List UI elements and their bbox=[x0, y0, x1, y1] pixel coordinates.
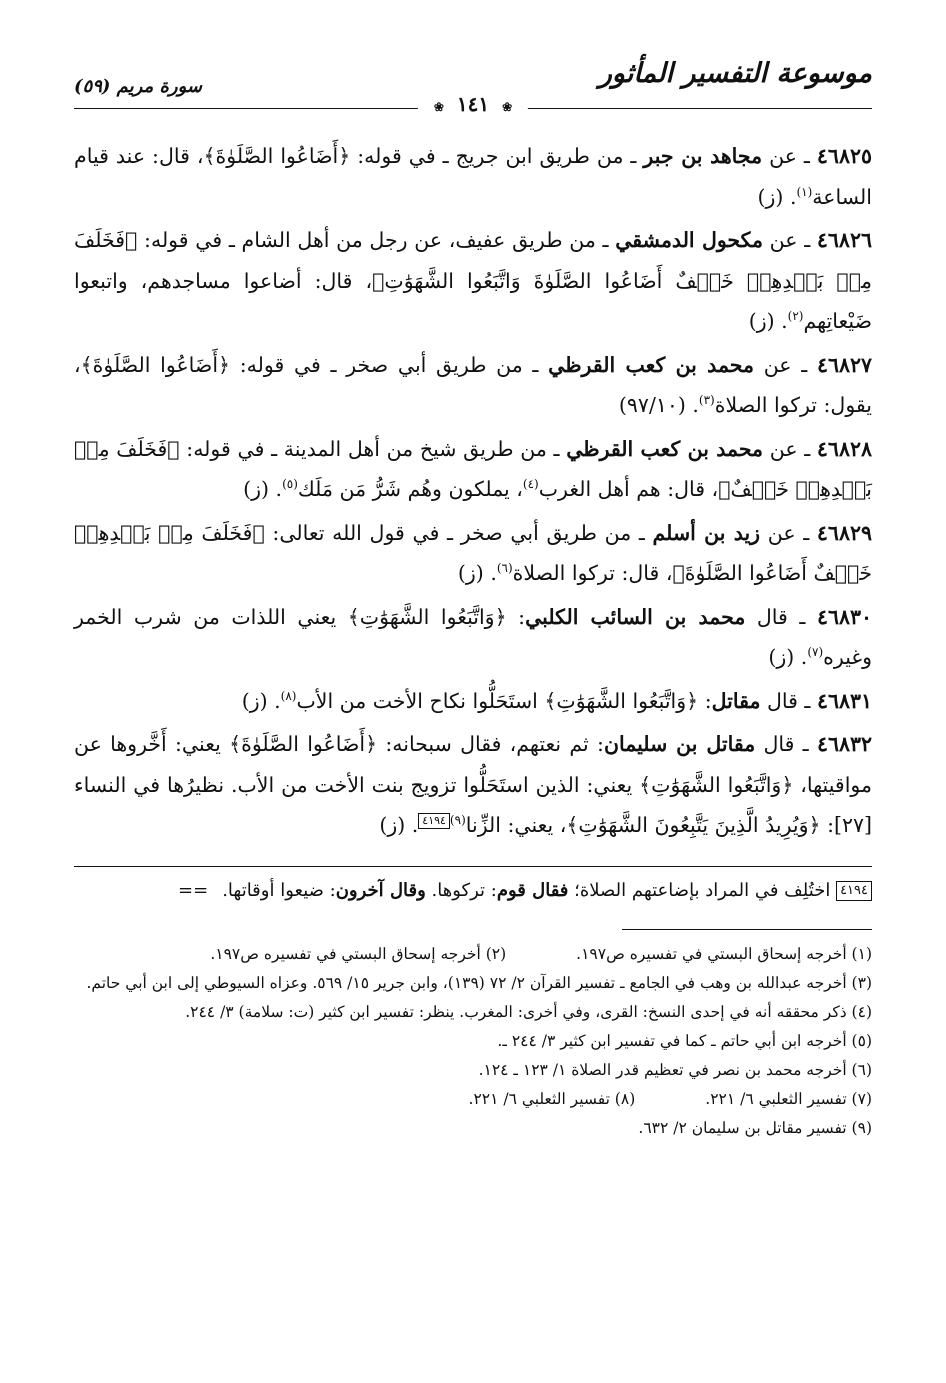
narrations-list bbox=[74, 136, 872, 846]
narration-text: يعني اللذات من شرب الخمر وغيره bbox=[74, 604, 872, 669]
quran-quote: ﴿فَخَلَفَ مِنۢ بَعۡدِهِمۡ خَلۡفٌ أَضَاعُوا الصَّلَوٰةَ﴾ bbox=[74, 520, 872, 585]
ornament-icon: ❀ bbox=[433, 100, 444, 114]
footnote-marker: (١) bbox=[796, 184, 813, 199]
narration-text: استَحَلُّوا نكاح الأخت من الأب bbox=[296, 688, 545, 713]
narration-text: . (٩٧/١٠) bbox=[618, 393, 699, 417]
surah-reference: سورة مريم (٥٩) bbox=[74, 76, 202, 97]
commentary-group-1: فقال قوم bbox=[496, 879, 569, 901]
narration-number: ٤٦٨٣٢ bbox=[816, 732, 873, 756]
narration-entry bbox=[74, 724, 872, 846]
footnote-item: (١) أخرجه إسحاق البستي في تفسيره ص١٩٧. bbox=[576, 944, 872, 963]
commentary-box-ref: ٤١٩٤ bbox=[418, 813, 450, 829]
footnote-marker: (٣) bbox=[698, 393, 715, 408]
footnote-marker: (٥) bbox=[282, 477, 298, 492]
page bbox=[74, 58, 872, 1143]
narration-text: . (ز) bbox=[243, 477, 283, 501]
footnotes-list bbox=[74, 940, 872, 1143]
narration-text: ـ قال bbox=[745, 604, 817, 629]
narration-number: ٤٦٨٢٨ bbox=[816, 436, 872, 461]
narration-entry bbox=[74, 597, 872, 678]
narration-text: : bbox=[506, 604, 526, 629]
ornament-icon: ❀ bbox=[502, 100, 513, 114]
commentary-box-number: ٤١٩٤ bbox=[836, 881, 872, 901]
narration-text: ـ عن bbox=[760, 520, 817, 545]
narration-text: ، يقول: تركوا الصلاة bbox=[74, 352, 872, 417]
narration-text: . (ز) bbox=[768, 645, 808, 669]
narration-text: يعني: أَخَّروها عن مواقيتها، bbox=[74, 732, 872, 797]
narration-text: ـ عن bbox=[762, 228, 817, 252]
narration-entry bbox=[74, 513, 872, 594]
narration-text: . (ز) bbox=[457, 561, 497, 585]
footnote: (٩) تفسير مقاتل بن سليمان ٢/ ٦٣٢. bbox=[638, 1118, 872, 1137]
footnote-item: (٨) تفسير الثعلبي ٦/ ٢٢١. bbox=[468, 1089, 636, 1108]
narration-number: ٤٦٨٢٧ bbox=[816, 352, 872, 377]
narration-text: ـ عن bbox=[763, 436, 817, 461]
quran-quote: ﴿وَاتَّبَعُوا الشَّهَوَٰتِ﴾ bbox=[544, 688, 699, 713]
footnote-item: (٧) تفسير الثعلبي ٦/ ٢٢١. bbox=[705, 1089, 872, 1108]
footnote bbox=[74, 1085, 872, 1114]
narration-text: ـ من طريق أبي صخر ـ في قول الله تعالى: bbox=[264, 520, 653, 545]
page-header bbox=[74, 58, 872, 116]
narration-text: ـ من طريق ابن جريج ـ في قوله: bbox=[350, 144, 644, 168]
narrator-name: محمد بن كعب القرظي bbox=[548, 352, 755, 377]
narration-number: ٤٦٨٢٥ bbox=[816, 144, 872, 168]
narration-text: ، يملكون وهُم شَرُّ مَن مَلَك bbox=[297, 477, 523, 501]
narrator-name: مقاتل بن سليمان bbox=[603, 732, 756, 756]
commentary-text-1: : تركوها. bbox=[425, 879, 497, 901]
narration-text: ـ قال bbox=[760, 688, 817, 713]
footnotes-rule bbox=[622, 929, 872, 930]
footnote: (٣) أخرجه عبدالله بن وهب في الجامع ـ تفسير القرآن ٢/ ٧٢ (١٣٩)، وابن جرير ١٥/ ٥٦٩. وعزاه السيوطي إلى ابن أبي حاتم. bbox=[86, 973, 872, 992]
commentary-text-2: : ضيعوا أوقاتها. bbox=[222, 879, 336, 901]
narration-text: ، قال: عند قيام الساعة bbox=[74, 144, 872, 209]
footnote-marker: (٨) bbox=[280, 688, 297, 703]
footnote-marker: (٤) bbox=[522, 477, 539, 492]
quran-quote: ﴿أَضَاعُوا الصَّلَوٰةَ﴾ bbox=[80, 352, 231, 377]
narration-text: ـ عن bbox=[754, 352, 817, 377]
narration-text: ـ من طريق شيخ من أهل المدينة ـ في قوله: bbox=[179, 436, 567, 461]
narration-number: ٤٦٨٣٠ bbox=[816, 604, 872, 629]
footnote: (٥) أخرجه ابن أبي حاتم ـ كما في تفسير ابن كثير ٣/ ٢٤٤ ـ. bbox=[497, 1031, 872, 1050]
narration-entry bbox=[74, 220, 872, 342]
narrator-name: مكحول الدمشقي bbox=[615, 228, 763, 252]
footnote: (٦) أخرجه محمد بن نصر في تعظيم قدر الصلاة ١/ ١٢٣ ـ ١٢٤. bbox=[478, 1060, 872, 1079]
narrator-name: محمد بن السائب الكلبي bbox=[525, 604, 746, 629]
narration-text: : bbox=[698, 688, 712, 713]
narration-entry bbox=[74, 429, 872, 510]
narrator-name: محمد بن كعب القرظي bbox=[566, 436, 764, 461]
narration-number: ٤٦٨٢٦ bbox=[816, 228, 872, 252]
quran-quote: ﴿فَخَلَفَ مِنۢ بَعۡدِهِمۡ خَلۡفٌ أَضَاعُوا الصَّلَوٰةَ وَاتَّبَعُوا الشَّهَوَٰتِ﴾ bbox=[74, 228, 873, 293]
footnote bbox=[74, 940, 872, 969]
narrator-name: مقاتل bbox=[711, 688, 761, 713]
commentary-group-2: وقال آخرون bbox=[335, 879, 426, 901]
footnote-marker: (٧) bbox=[807, 645, 824, 660]
narration-text: ، قال: هم أهل الغرب bbox=[538, 477, 719, 501]
footnote: (٤) ذكر محققه أنه في إحدى النسخ: القرى، وفي أخرى: المغرب. ينظر: تفسير ابن كثير (ت: سلامة) ٣/ ٢٤٤. bbox=[185, 1002, 872, 1021]
footnote-item: (٢) أخرجه إسحاق البستي في تفسيره ص١٩٧. bbox=[210, 944, 507, 963]
quran-quote: ﴿وَاتَّبَعُوا الشَّهَوَٰتِ﴾ bbox=[347, 604, 507, 629]
narration-text: . (ز) bbox=[241, 688, 281, 713]
narration-text: : ثم نعتهم، فقال سبحانه: bbox=[377, 732, 604, 756]
narration-number: ٤٦٨٢٩ bbox=[816, 520, 872, 545]
narration-text: . (ز) bbox=[748, 309, 788, 333]
narration-text: ـ من طريق أبي صخر ـ في قوله: bbox=[230, 352, 549, 377]
narration-text: ، قال: تركوا الصلاة bbox=[512, 561, 673, 585]
narration-text: ، قال: أضاعوا مساجدهم، واتبعوا ضَيْعاتِهم bbox=[74, 268, 872, 333]
narration-text: ـ من طريق عفيف، عن رجل من أهل الشام ـ في قوله: bbox=[137, 228, 616, 252]
narrator-name: مجاهد بن جبر bbox=[643, 144, 763, 168]
narrator-name: زيد بن أسلم bbox=[652, 520, 761, 545]
quran-quote: ﴿أَضَاعُوا الصَّلَوٰةَ﴾ bbox=[203, 144, 351, 168]
narration-text: ـ عن bbox=[762, 144, 817, 168]
narration-text: ، يعني: الزِّنا bbox=[465, 813, 567, 837]
narration-text: ـ قال bbox=[755, 732, 817, 756]
quran-quote: ﴿وَاتَّبَعُوا الشَّهَوَٰتِ﴾ bbox=[639, 772, 794, 797]
page-number: ١٤١ bbox=[456, 92, 490, 116]
quran-quote: ﴿وَيُرِيدُ الَّذِينَ يَتَّبِعُونَ الشَّهَوَٰتِ﴾ bbox=[566, 813, 821, 837]
quran-quote: ﴿أَضَاعُوا الصَّلَوٰةَ﴾ bbox=[229, 732, 378, 756]
footnote-marker: (٦) bbox=[496, 561, 513, 576]
narration-text: . (ز) bbox=[757, 184, 797, 209]
narration-entry bbox=[74, 681, 872, 722]
footnote-marker: (٩) bbox=[449, 813, 466, 828]
continuation-mark: == bbox=[178, 879, 209, 901]
book-title: موسوعة التفسير المأثور bbox=[598, 58, 872, 89]
narration-entry bbox=[74, 345, 872, 426]
footnote-marker: (٢) bbox=[787, 309, 804, 324]
page-number-block bbox=[418, 92, 528, 116]
quran-quote: ﴿فَخَلَفَ مِنۢ بَعۡدِهِمۡ خَلۡفٌ﴾ bbox=[74, 436, 872, 501]
narration-text: . (ز) bbox=[379, 813, 419, 837]
commentary-note bbox=[74, 875, 872, 907]
narration-text: يعني: الذين استَحَلُّوا تزويج بنت الأخت من الأب. نظيرُها في النساء [٢٧]: bbox=[74, 772, 872, 837]
commentary-lead: اختُلِف في المراد بإضاعتهم الصلاة؛ bbox=[568, 879, 837, 901]
narration-entry bbox=[74, 136, 872, 217]
narration-number: ٤٦٨٣١ bbox=[816, 688, 872, 713]
commentary-divider bbox=[74, 866, 872, 867]
